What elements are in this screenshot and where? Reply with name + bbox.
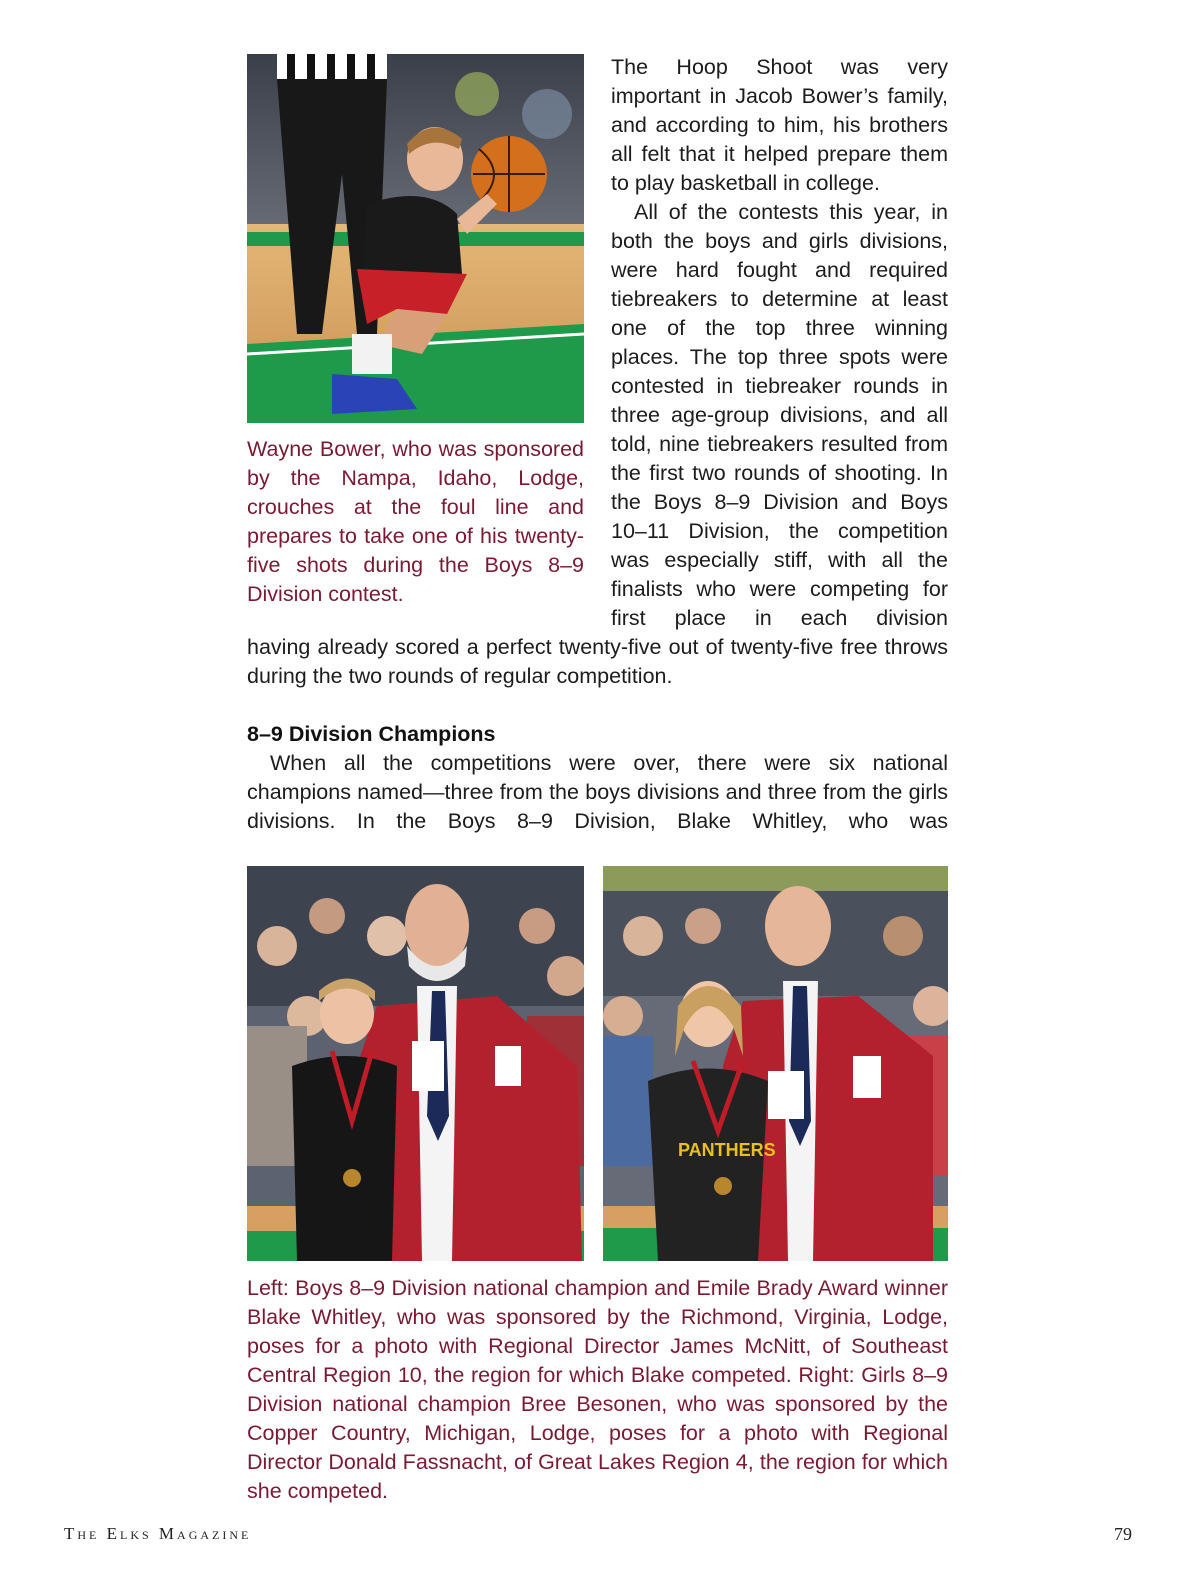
bottom-right-photo: [603, 866, 948, 1261]
page-number: 79: [1114, 1524, 1132, 1544]
top-photo: [247, 54, 584, 423]
bottom-left-photo: [247, 866, 584, 1261]
section-heading: 8–9 Division Champions: [247, 722, 496, 746]
svg-text:PANTHERS: PANTHERS: [678, 1140, 776, 1160]
champion-boy-photo: [247, 866, 584, 1261]
paragraph: The Hoop Shoot was very important in Jacob Bower’s family, and according to him, his brothers all felt that it helped prepare them to play basketball in college.: [611, 55, 948, 195]
bottom-photos-caption: Left: Boys 8–9 Division national champion and Emile Brady Award winner Blake Whitley, who was sponsored by the Richmond, Virginia, Lodge, poses for a photo with Regional Director James McNitt, of Southeast Central Region 10, the region for which Blake competed. Right: Girls 8–9 Division national champion Bree Besonen, who was sponsored by the Copper Country, Michigan, Lodge, poses for a photo with Regional Director Donald Fassnacht, of Great Lakes Region 4, the region for which she competed.: [247, 1276, 948, 1503]
paragraph: All of the contests this year, in both the boys and girls divisions, were hard fought and required tiebreakers to determine at least one of the top three winning places. The top three spots were contested in tiebreaker rounds in three age-group divisions, and all told, nine tiebreakers resulted from the first two rounds of shooting. In the Boys 8–9 Division and Boys 10–11 Division, the competition was especially stiff, with all the finalists who were competing for first place in each division: [611, 200, 948, 630]
top-photo-caption: Wayne Bower, who was sponsored by the Nampa, Idaho, Lodge, crouches at the foul line and prepares to take one of his twenty-five shots during the Boys 8–9 Division contest.: [247, 437, 584, 606]
champion-girl-photo: [603, 866, 948, 1261]
full-width-paragraph: having already scored a perfect twenty-five out of twenty-five free throws during the two rounds of regular competition.: [247, 635, 948, 688]
right-column-text: [611, 53, 948, 633]
basketball-player-photo: [247, 54, 584, 423]
magazine-name: The Elks Magazine: [64, 1524, 252, 1543]
section-paragraph: When all the competitions were over, there were six national champions named—three from the boys divisions and three from the girls divisions. In the Boys 8–9 Division, Blake Whitley, who was: [247, 751, 948, 833]
